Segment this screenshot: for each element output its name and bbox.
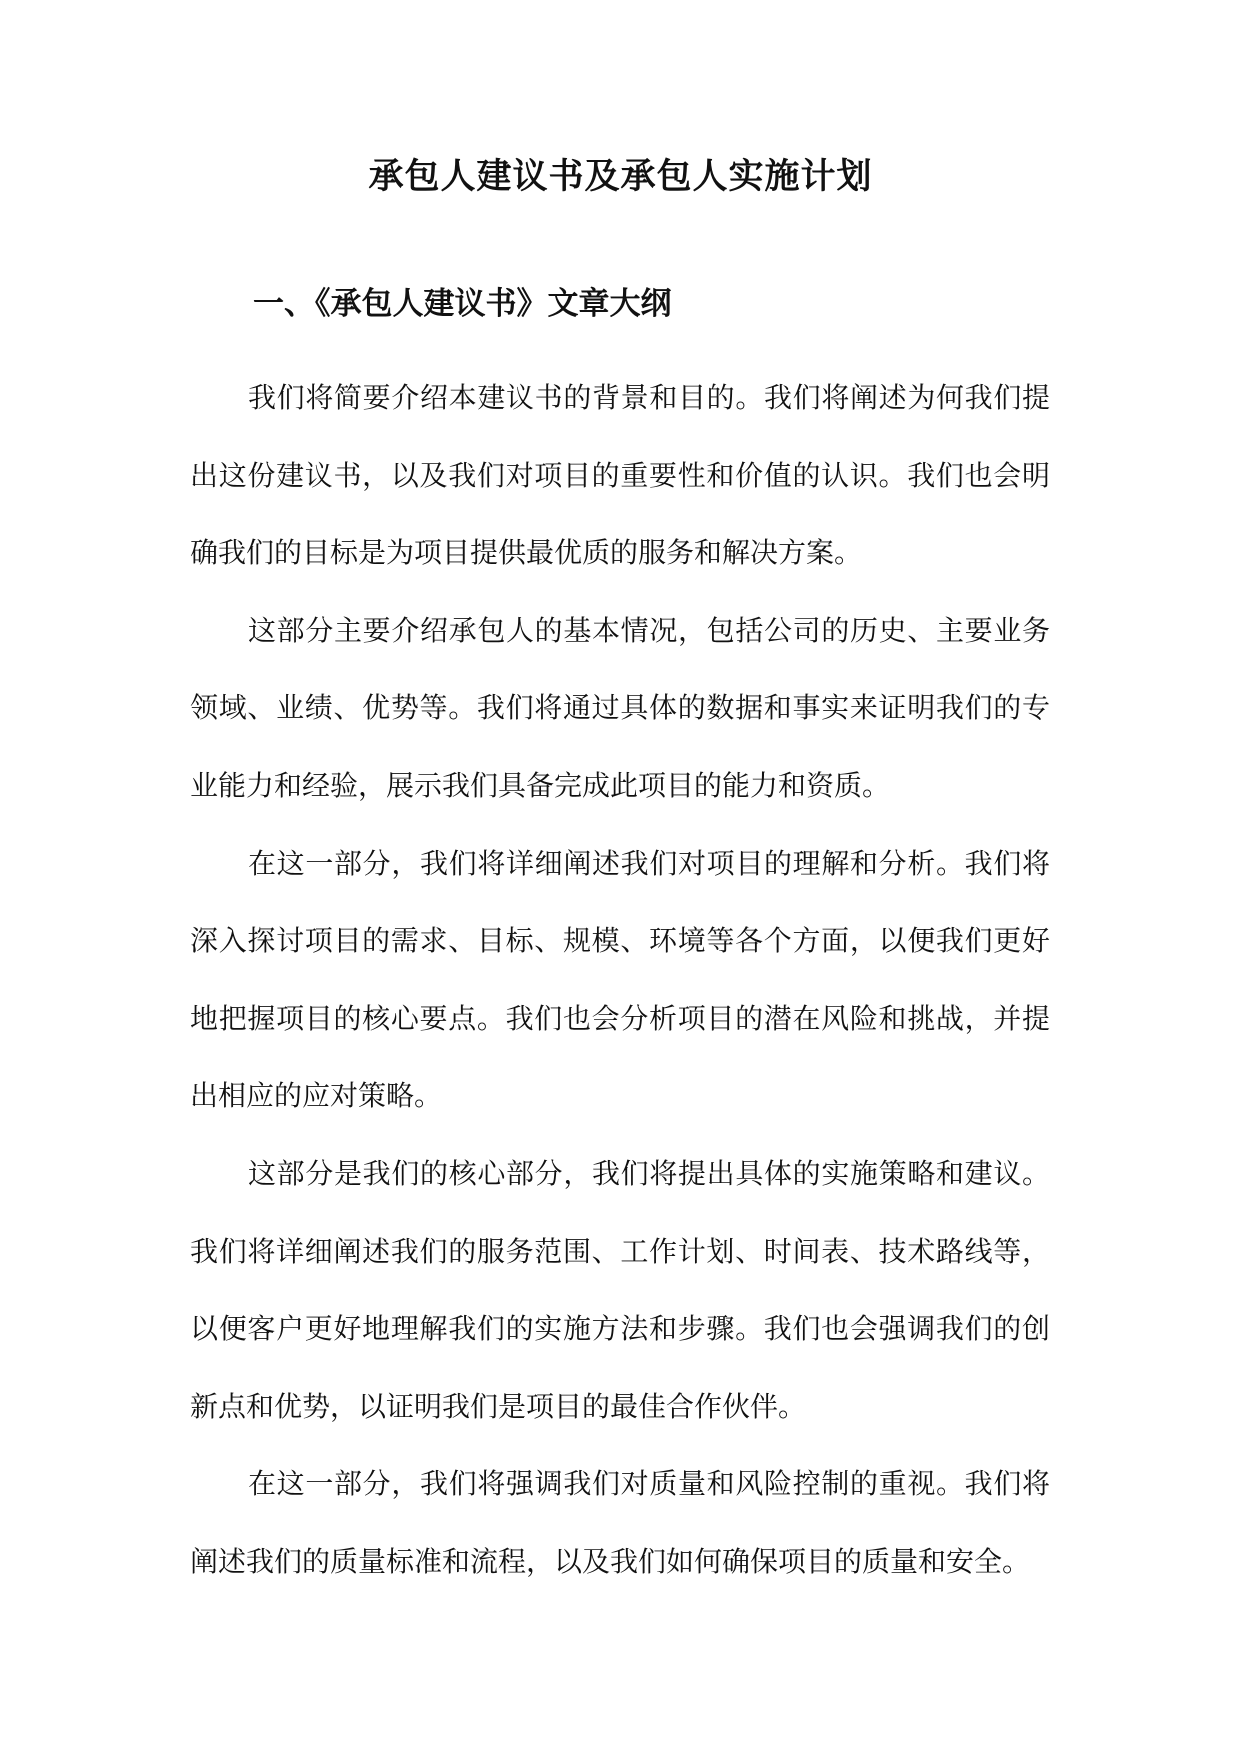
document-body <box>190 359 1050 1601</box>
paragraph-implementation-strategy: 这部分是我们的核心部分，我们将提出具体的实施策略和建议。我们将详细阐述我们的服务范围、工作计划、时间表、技术路线等，以便客户更好地理解我们的实施方法和步骤。我们也会强调我们的创新点和优势，以证明我们是项目的最佳合作伙伴。 <box>190 1156 1050 1423</box>
paragraph-project-analysis: 在这一部分，我们将详细阐述我们对项目的理解和分析。我们将深入探讨项目的需求、目标、规模、环境等各个方面，以便我们更好地把握项目的核心要点。我们也会分析项目的潜在风险和挑战，并提出相应的应对策略。 <box>190 846 1050 1113</box>
document-title: 承包人建议书及承包人实施计划 <box>368 156 873 197</box>
section-heading: 一、《承包人建议书》文章大纲 <box>253 286 672 322</box>
paragraph-quality-risk: 在这一部分，我们将强调我们对质量和风险控制的重视。我们将阐述我们的质量标准和流程，以及我们如何确保项目的质量和安全。 <box>190 1467 1050 1578</box>
paragraph-contractor-overview: 这部分主要介绍承包人的基本情况，包括公司的历史、主要业务领域、业绩、优势等。我们将通过具体的数据和事实来证明我们的专业能力和经验，展示我们具备完成此项目的能力和资质。 <box>190 613 1050 802</box>
paragraph-background: 我们将简要介绍本建议书的背景和目的。我们将阐述为何我们提出这份建议书，以及我们对项目的重要性和价值的认识。我们也会明确我们的目标是为项目提供最优质的服务和解决方案。 <box>190 381 1050 570</box>
